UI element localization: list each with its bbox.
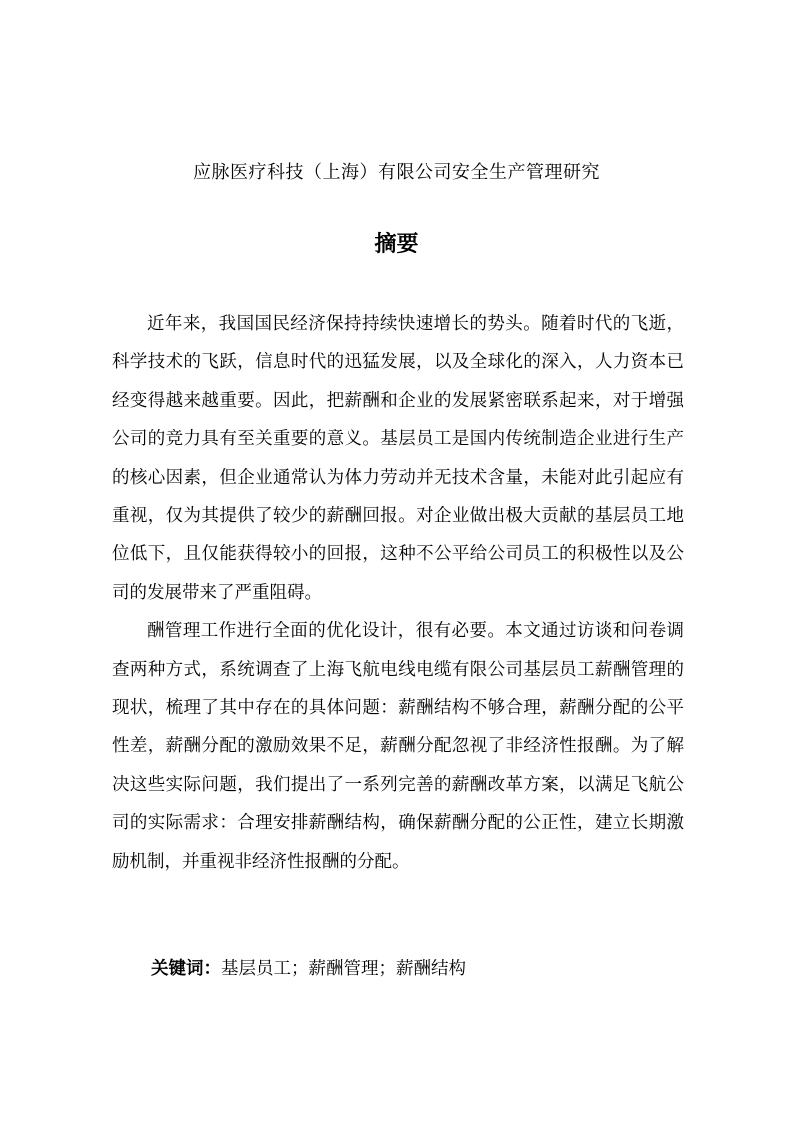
abstract-body: [112, 305, 684, 881]
keywords-line: [151, 954, 466, 984]
keywords-text: 基层员工；薪酬管理；薪酬结构: [221, 959, 466, 979]
document-title: 应脉医疗科技（上海）有限公司安全生产管理研究: [193, 162, 600, 183]
abstract-heading: 摘要: [374, 232, 419, 257]
abstract-paragraph-1: 近年来，我国国民经济保持持续快速增长的势头。随着时代的飞逝，科学技术的飞跃，信息时代的迅猛发展，以及全球化的深入，人力资本已经变得越来越重要。因此，把薪酬和企业的发展紧密联系起来，对于增强公司的竞力具有至关重要的意义。基层员工是国内传统制造企业进行生产的核心因素，但企业通常认为体力劳动并无技术含量，未能对此引起应有重视，仅为其提供了较少的薪酬回报。对企业做出极大贡献的基层员工地位低下，且仅能获得较小的回报，这种不公平给公司员工的积极性以及公司的发展带来了严重阻碍。: [112, 314, 684, 603]
abstract-paragraph-2: 酬管理工作进行全面的优化设计，很有必要。本文通过访谈和问卷调查两种方式，系统调查了上海飞航电线电缆有限公司基层员工薪酬管理的现状，梳理了其中存在的具体问题：薪酬结构不够合理，薪酬分配的公平性差，薪酬分配的激励效果不足，薪酬分配忽视了非经济性报酬。为了解决这些实际问题，我们提出了一系列完善的薪酬改革方案，以满足飞航公司的实际需求：合理安排薪酬结构，确保薪酬分配的公正性，建立长期激励机制，并重视非经济性报酬的分配。: [112, 621, 684, 872]
keywords-label: 关键词：: [151, 959, 221, 979]
